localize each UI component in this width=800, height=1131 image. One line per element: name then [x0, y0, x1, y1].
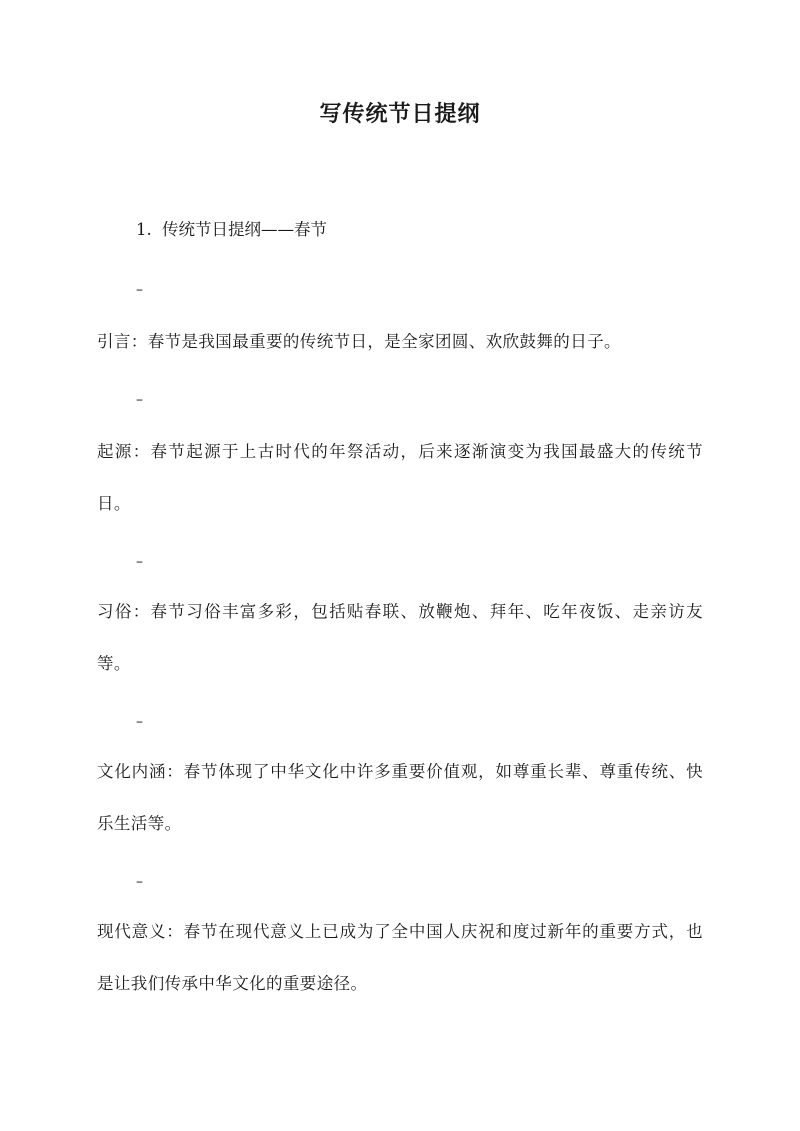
section-origin: 起源：春节起源于上古时代的年祭活动，后来逐渐演变为我国最盛大的传统节日。 — [97, 442, 703, 513]
section-culture: 文化内涵：春节体现了中华文化中许多重要价值观，如尊重长辈、尊重传统、快乐生活等。 — [97, 762, 703, 833]
section-customs: 习俗：春节习俗丰富多彩，包括贴春联、放鞭炮、拜年、吃年夜饭、走亲访友等。 — [97, 602, 703, 673]
section-modern: 现代意义：春节在现代意义上已成为了全中国人庆祝和度过新年的重要方式，也是让我们传承中华文化的重要途径。 — [97, 922, 703, 993]
section-intro: 引言：春节是我国最重要的传统节日，是全家团圆、欢欣鼓舞的日子。 — [97, 332, 621, 351]
list-dash: – — [136, 714, 143, 730]
list-dash: – — [136, 874, 143, 890]
list-dash: – — [136, 554, 143, 570]
list-dash: – — [136, 282, 143, 298]
heading-text: 传统节日提纲——春节 — [162, 220, 327, 239]
document-title: 写传统节日提纲 — [319, 101, 481, 127]
outline-heading — [136, 216, 327, 244]
heading-number: 1. — [136, 220, 152, 239]
list-dash: – — [136, 392, 143, 408]
